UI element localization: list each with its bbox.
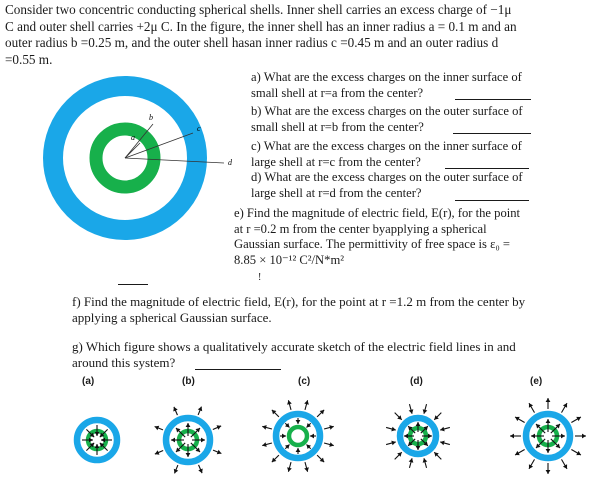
intro-line-3: outer radius b =0.25 m, and the outer shell hasan inner radius c =0.45 m and an outer radius d <box>5 35 499 50</box>
field-arrow <box>198 407 202 415</box>
answer-line-d[interactable] <box>455 200 529 201</box>
option-label-c[interactable]: (c) <box>298 376 311 387</box>
field-arrow <box>386 427 396 432</box>
answer-line-g[interactable] <box>195 369 281 370</box>
field-arrow <box>296 418 301 424</box>
field-arrow <box>272 455 279 462</box>
field-arrow <box>213 450 221 454</box>
field-arrow <box>155 450 163 454</box>
field-arrow <box>515 450 525 456</box>
field-arrow <box>510 434 521 439</box>
option-label-b[interactable]: (b) <box>182 376 195 387</box>
option-label-e[interactable]: (e) <box>530 376 543 387</box>
field-arrow <box>306 444 311 449</box>
question-a: a) What are the excess charges on the inner surface of small shell at r=a from the center? <box>251 70 522 100</box>
field-arrow <box>546 463 551 474</box>
field-arrow <box>173 407 177 415</box>
field-arrow <box>285 423 290 428</box>
option-label-d[interactable]: (d) <box>410 376 423 387</box>
question-f: f) Find the magnitude of electric field, E(r), for the point at r =1.2 m from the center by applying a spherical Gaussian surface. <box>72 294 526 325</box>
field-arrow <box>306 423 311 428</box>
field-arrow <box>409 458 414 468</box>
field-arrow <box>395 413 402 420</box>
option-figure-e[interactable] <box>508 396 588 476</box>
field-arrow <box>317 410 324 417</box>
field-arrow <box>174 465 178 473</box>
field-arrow <box>434 452 441 459</box>
field-arrow <box>529 459 535 469</box>
field-arrow <box>155 426 163 430</box>
field-arrow <box>296 448 301 454</box>
field-arrow <box>575 434 586 439</box>
field-arrow <box>304 400 309 410</box>
answer-line-b[interactable] <box>453 133 531 134</box>
problem-intro <box>5 2 605 68</box>
question-g: g) Which figure shows a qualitatively accurate sketch of the electric field lines in and around this system? <box>72 339 516 370</box>
field-arrow <box>529 403 535 413</box>
field-arrow <box>434 413 441 420</box>
field-arrow <box>262 442 272 447</box>
label-d: d <box>228 158 232 167</box>
intro-line-2: C and outer shell carries +2μ C. In the figure, the inner shell has an inner radius a = 0.1 m and an <box>5 18 517 34</box>
answer-line-e[interactable] <box>118 284 148 285</box>
intro-line-4: =0.55 m. <box>5 51 53 67</box>
option-figure-d[interactable] <box>378 396 458 476</box>
field-arrow <box>423 458 428 468</box>
field-arrow <box>198 465 202 473</box>
inner-shell <box>289 427 307 445</box>
option-label-a[interactable]: (a) <box>82 376 95 387</box>
label-b: b <box>149 113 153 122</box>
field-arrow <box>287 400 292 410</box>
field-arrow <box>571 417 581 423</box>
field-arrow <box>304 462 309 472</box>
field-arrow <box>310 434 316 439</box>
field-arrow <box>571 450 581 456</box>
question-d: d) What are the excess charges on the outer surface of large shell at r=d from the center? <box>251 170 523 200</box>
field-arrow <box>280 434 286 439</box>
intro-line-1: Consider two concentric conducting spherical shells. Inner shell carries an excess charge of −1μ <box>5 2 512 17</box>
field-arrow <box>440 427 450 432</box>
answer-line-a[interactable] <box>455 99 531 100</box>
field-arrow <box>386 441 396 446</box>
field-arrow <box>546 398 551 409</box>
answer-line-c[interactable] <box>445 168 529 169</box>
field-arrow <box>562 403 568 413</box>
field-arrow <box>409 404 414 414</box>
field-arrow <box>285 444 290 449</box>
question-e: e) Find the magnitude of electric field, E(r), for the point at r =0.2 m from the center byapplying a spherical Gaussian surface. The permittivity of free space is ε₀ = 8.85 × 10⁻¹² C²/N*m² <box>234 206 521 267</box>
field-arrow <box>287 462 292 472</box>
field-arrow <box>440 441 450 446</box>
field-arrow <box>324 442 334 447</box>
question-e-mark: ! <box>258 272 262 283</box>
option-figure-c[interactable] <box>258 396 338 476</box>
field-arrow <box>562 459 568 469</box>
label-a: a <box>131 133 135 142</box>
field-arrow <box>423 404 428 414</box>
field-arrow <box>272 410 279 417</box>
question-b: b) What are the excess charges on the outer surface of small shell at r=b from the center? <box>251 104 523 134</box>
option-figure-a[interactable] <box>57 400 137 480</box>
field-arrow <box>317 455 324 462</box>
option-figure-b[interactable] <box>148 400 228 480</box>
question-c: c) What are the excess charges on the inner surface of large shell at r=c from the center? <box>251 139 522 169</box>
field-arrow <box>324 425 334 430</box>
field-arrow <box>395 452 402 459</box>
field-arrow <box>515 417 525 423</box>
field-arrow <box>262 425 272 430</box>
field-arrow <box>213 425 221 429</box>
label-c: c <box>197 124 201 133</box>
